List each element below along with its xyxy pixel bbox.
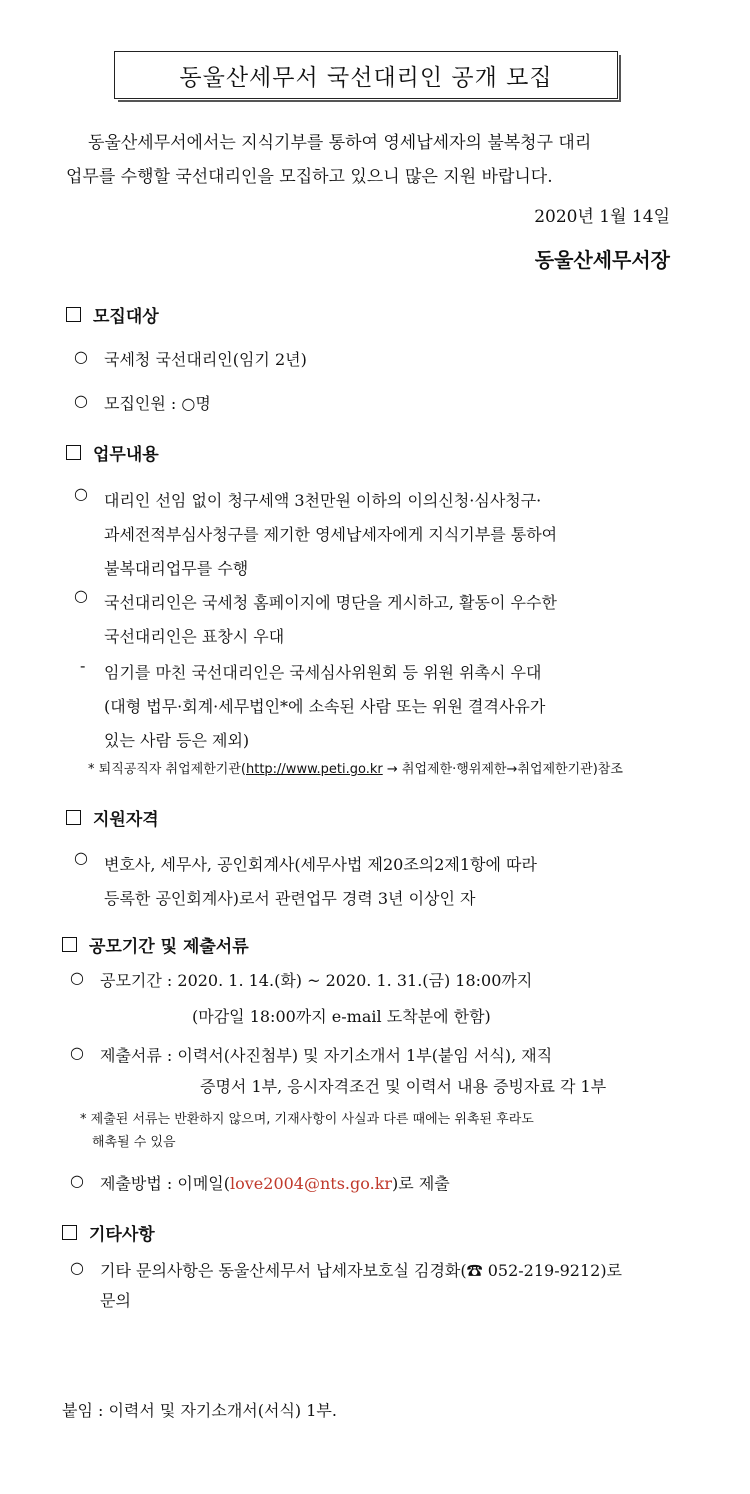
period-note: (마감일 18:00까지 e-mail 도착분에 한함) (192, 1007, 491, 1026)
checkbox-square-icon (66, 307, 81, 322)
checkbox-square-icon (66, 810, 81, 825)
footnote-text: * 퇴직공직자 취업제한기관( (88, 762, 246, 777)
list-item (70, 1043, 552, 1066)
text-line: 있는 사람 등은 제외) (104, 731, 250, 750)
list-item (70, 1258, 622, 1281)
circle-bullet-icon: ○ (74, 586, 88, 605)
list-item-text: 기타 문의사항은 동울산세무서 납세자보호실 김경화(☎ 052-219-9212)로 (100, 1261, 623, 1280)
list-item-text (104, 484, 674, 586)
checkbox-square-icon (66, 445, 81, 460)
section-heading-etc (62, 1220, 155, 1245)
section-title: 지원자격 (93, 810, 159, 830)
circle-bullet-icon: ○ (74, 391, 88, 410)
footnote: * 제출된 서류는 반환하지 않으며, 기재사항이 사실과 다른 때에는 위촉된 후라도 (80, 1112, 534, 1127)
checkbox-square-icon (62, 937, 77, 952)
section-title: 업무내용 (93, 445, 159, 465)
circle-bullet-icon: ○ (70, 1171, 84, 1190)
circle-bullet-icon: ○ (74, 848, 88, 867)
list-item-text: 국세청 국선대리인(임기 2년) (104, 350, 307, 369)
list-item (70, 1171, 450, 1194)
signer: 동울산세무서장 (534, 248, 670, 272)
intro-paragraph (66, 126, 672, 194)
attachment-note: 붙임 : 이력서 및 자기소개서(서식) 1부. (62, 1401, 337, 1420)
docs-line-2: 증명서 1부, 응시자격조건 및 이력서 내용 증빙자료 각 1부 (200, 1077, 607, 1096)
page-title (114, 51, 618, 99)
checkbox-square-icon (62, 1225, 77, 1240)
list-item (74, 848, 674, 916)
text-line: 불복대리업무를 수행 (104, 559, 249, 578)
circle-bullet-icon: ○ (74, 347, 88, 366)
announcement-date: 2020년 1월 14일 (534, 207, 670, 227)
text-line: 변호사, 세무사, 공인회계사(세무사법 제20조의2제1항에 따라 (104, 855, 537, 874)
list-item (74, 347, 307, 370)
section-title: 공모기간 및 제출서류 (89, 937, 249, 957)
footnote: 해촉될 수 있음 (92, 1135, 176, 1150)
list-item (74, 391, 211, 414)
peti-link[interactable]: http://www.peti.go.kr (245, 762, 383, 777)
list-item (74, 484, 674, 586)
etc-line-2: 문의 (100, 1291, 131, 1310)
text-line: 등록한 공인회계사)로서 관련업무 경력 3년 이상인 자 (104, 889, 476, 908)
list-item-text: 제출서류 : 이력서(사진첨부) 및 자기소개서 1부(붙임 서식), 재직 (100, 1046, 553, 1065)
sub-list-item (80, 656, 672, 758)
section-heading-period (62, 932, 249, 957)
circle-bullet-icon: ○ (70, 968, 84, 987)
circle-bullet-icon: ○ (70, 1043, 84, 1062)
text-line: 국선대리인은 표창시 우대 (104, 627, 285, 646)
list-item-text: 모집인원 : ○명 (104, 394, 211, 413)
list-item-text (104, 586, 674, 654)
intro-line-2: 업무를 수행할 국선대리인을 모집하고 있으니 많은 지원 바랍니다. (66, 167, 553, 187)
text-line: 국선대리인은 국세청 홈페이지에 명단을 게시하고, 활동이 우수한 (104, 593, 557, 612)
email-link[interactable]: love2004@nts.go.kr (230, 1174, 393, 1193)
list-item (74, 586, 674, 654)
text-line: 과세전적부심사청구를 제기한 영세납세자에게 지식기부를 통하여 (104, 525, 558, 544)
page-title-text: 동울산세무서 국선대리인 공개 모집 (179, 64, 553, 91)
dash-bullet-icon: - (80, 656, 86, 675)
footnote (88, 758, 623, 777)
section-heading-target (66, 302, 159, 327)
list-item-text (100, 1171, 450, 1194)
footnote-text: → 취업제한·행위제한→취업제한기관)참조 (382, 762, 623, 777)
text-part: )로 제출 (392, 1174, 450, 1193)
section-heading-duties (66, 440, 159, 465)
text-line: 대리인 선임 없이 청구세액 3천만원 이하의 이의신청·심사청구· (104, 491, 542, 510)
text-line: (대형 법무·회계·세무법인*에 소속된 사람 또는 위원 결격사유가 (104, 697, 546, 716)
circle-bullet-icon: ○ (74, 484, 88, 503)
intro-line-1: 동울산세무서에서는 지식기부를 통하여 영세납세자의 불복청구 대리 (88, 133, 592, 153)
list-item-text (104, 848, 674, 916)
text-line: 임기를 마친 국선대리인은 국세심사위원회 등 위원 위촉시 우대 (104, 663, 542, 682)
circle-bullet-icon: ○ (70, 1258, 84, 1277)
list-item (70, 968, 532, 991)
section-title: 모집대상 (93, 307, 159, 327)
list-item-text (104, 656, 672, 758)
list-item-text: 공모기간 : 2020. 1. 14.(화) ~ 2020. 1. 31.(금) 18:00까지 (100, 971, 533, 990)
text-part: 제출방법 : 이메일( (100, 1174, 230, 1193)
section-heading-qualification (66, 805, 159, 830)
section-title: 기타사항 (89, 1225, 155, 1245)
